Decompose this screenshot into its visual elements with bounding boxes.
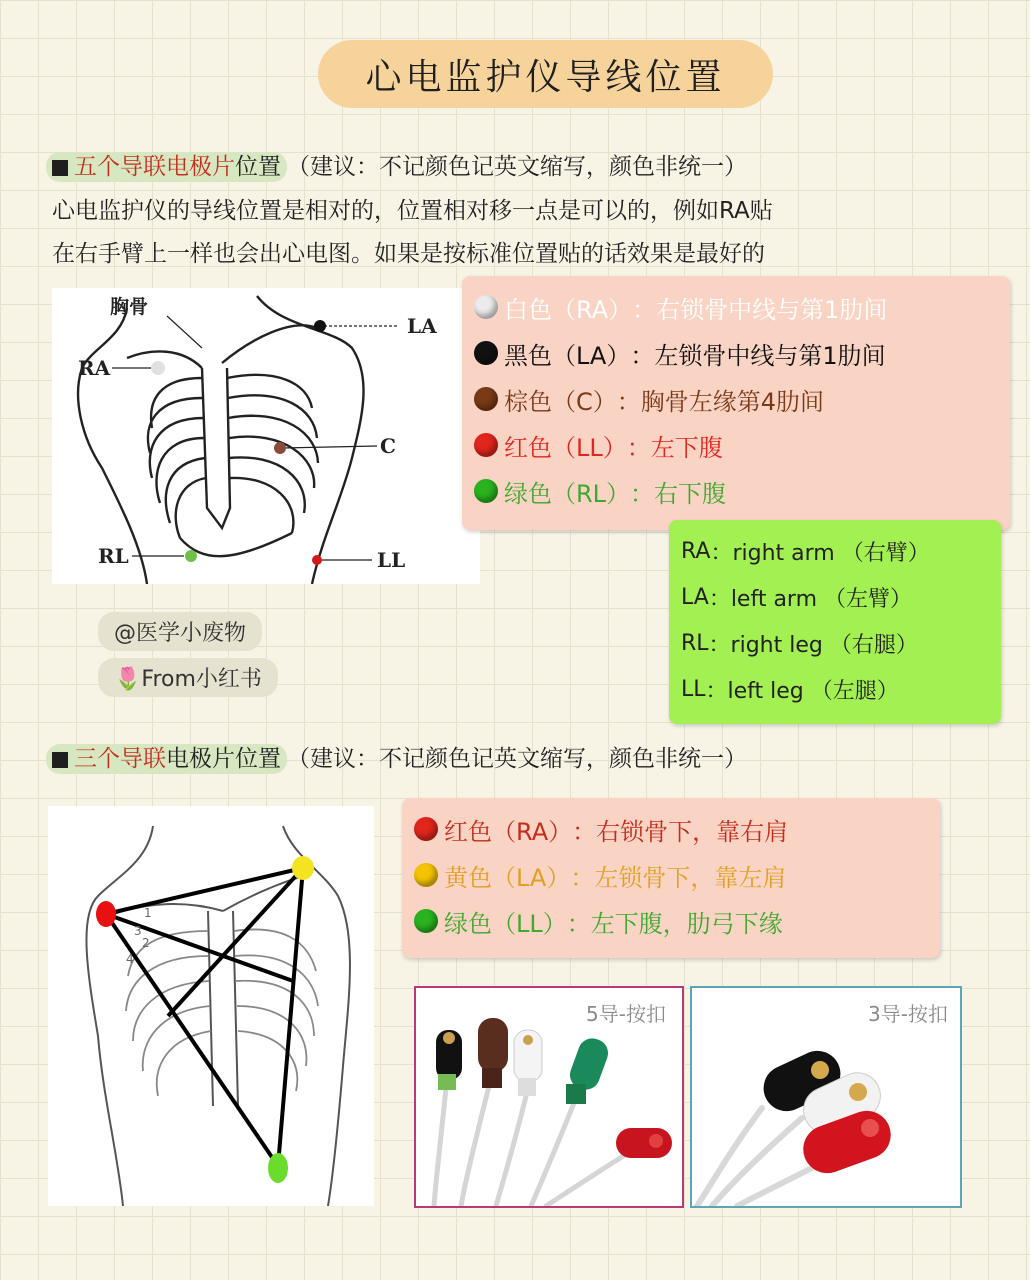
la-label: LA	[407, 314, 437, 338]
brown-dot-icon	[474, 387, 498, 411]
ll-electrode-dot	[312, 555, 322, 565]
abbr-rl: RL	[681, 630, 709, 656]
section1-heading-highlight: 五个导联电极片	[74, 154, 235, 180]
five-lead-chest-diagram	[52, 288, 480, 584]
three-lead-yellow-abbr: （LA）	[492, 863, 571, 892]
author-tag: @医学小废物	[98, 612, 262, 651]
abbr-la-desc: ：left arm （左臂）	[708, 586, 913, 612]
lead-red-color: 红色	[504, 433, 552, 462]
lead-green-color: 绿色	[504, 479, 552, 508]
lead-green-abbr: （RL）	[552, 479, 631, 508]
three-lead-red-abbr: （RA）	[492, 817, 573, 846]
red-dot-icon	[414, 817, 438, 841]
section1-heading-highlight-wrap	[46, 152, 287, 182]
section2-heading-rest: 电极片位置	[166, 746, 281, 772]
three-lead-red-desc: ：右锁骨下，靠右肩	[572, 817, 789, 846]
lead-brown-desc: ：胸骨左缘第4肋间	[616, 387, 825, 416]
three-leads-legend	[402, 798, 940, 958]
green-dot-icon	[474, 479, 498, 503]
lead-red-abbr: （LL）	[552, 433, 627, 462]
lead-white-color: 白色	[504, 295, 552, 324]
lead-red-desc: ：左下腹	[626, 433, 723, 462]
square-bullet-icon	[52, 160, 68, 176]
ra-electrode-dot	[151, 361, 165, 375]
section1-paragraph-line1: 心电监护仪的导线位置是相对的，位置相对移一点是可以的，例如RA贴	[52, 198, 773, 224]
square-bullet-icon	[52, 752, 68, 768]
three-lead-red-color: 红色	[444, 817, 492, 846]
rib-label-3: 3	[134, 924, 142, 938]
section1-paragraph	[52, 190, 773, 276]
rl-label: RL	[98, 544, 129, 568]
three-lead-row-green	[414, 898, 928, 944]
rib-label-1: 1	[144, 906, 152, 920]
abbr-ra: RA	[681, 538, 711, 564]
abbr-ll-desc: ：left leg （左腿）	[705, 678, 899, 704]
three-lead-yellow-color: 黄色	[444, 863, 492, 892]
black-dot-icon	[474, 341, 498, 365]
lead-brown-color: 棕色	[504, 387, 552, 416]
ra-red-electrode	[96, 901, 116, 927]
abbr-row-ra	[681, 528, 989, 574]
rib-label-4: 4	[126, 952, 134, 966]
lead-row-red	[474, 422, 998, 468]
abbr-row-rl	[681, 620, 989, 666]
section1-heading	[46, 148, 747, 181]
three-lead-row-red	[414, 806, 928, 852]
ra-label: RA	[78, 356, 111, 380]
sternum-label: 胸骨	[110, 296, 149, 318]
three-lead-yellow-desc: ：左锁骨下，靠左肩	[570, 863, 787, 892]
source-tag	[98, 658, 278, 697]
section2-heading-highlight: 三个导联	[74, 746, 166, 772]
three-lead-green-abbr: （LL）	[492, 909, 567, 938]
tulip-icon: 🌷	[114, 667, 142, 692]
yellow-dot-icon	[414, 863, 438, 887]
three-lead-row-yellow	[414, 852, 928, 898]
lead-green-desc: ：右下腹	[630, 479, 727, 508]
red-dot-icon	[474, 433, 498, 457]
three-lead-green-color: 绿色	[444, 909, 492, 938]
c-label: C	[380, 434, 396, 458]
abbr-rl-desc: ：right leg （右腿）	[708, 632, 918, 658]
abbr-la: LA	[681, 584, 709, 610]
abbreviation-legend	[669, 520, 1001, 724]
lead-row-brown	[474, 376, 998, 422]
lead-black-abbr: （LA）	[552, 341, 631, 370]
five-lead-photo-label: 5导-按扣	[586, 1002, 666, 1026]
abbr-row-ll	[681, 666, 989, 712]
abbr-ra-desc: ：right arm （右臂）	[710, 540, 930, 566]
page-title: 心电监护仪导线位置	[318, 40, 773, 108]
section1-heading-rest: 位置	[235, 154, 281, 180]
lead-brown-abbr: （C）	[552, 387, 617, 416]
ll-label: LL	[377, 548, 406, 572]
section1-heading-note: （建议：不记颜色记英文缩写，颜色非统一）	[287, 154, 747, 180]
white-dot-icon	[474, 295, 498, 319]
c-electrode-dot	[274, 442, 286, 454]
source-tag-text: From小红书	[141, 667, 262, 692]
section2-heading-highlight-wrap	[46, 744, 287, 774]
section2-heading-note: （建议：不记颜色记英文缩写，颜色非统一）	[287, 746, 747, 772]
three-lead-triangle-illustration	[48, 806, 374, 1206]
abbr-ll: LL	[681, 676, 706, 702]
section1-paragraph-line2: 在右手臂上一样也会出心电图。如果是按标准位置贴的话效果是最好的	[52, 241, 765, 267]
three-lead-green-desc: ：左下腹，肋弓下缘	[566, 909, 783, 938]
lead-row-black	[474, 330, 998, 376]
ll-green-electrode	[268, 1153, 288, 1183]
lead-black-color: 黑色	[504, 341, 552, 370]
lead-black-desc: ：左锁骨中线与第1肋间	[630, 341, 886, 370]
three-lead-snap-photo	[690, 986, 962, 1208]
section2-heading	[46, 740, 747, 773]
rl-electrode-dot	[185, 550, 197, 562]
three-lead-chest-diagram	[48, 806, 374, 1206]
lead-white-abbr: （RA）	[552, 295, 633, 324]
five-lead-snap-photo	[414, 986, 684, 1208]
green-dot-icon	[414, 909, 438, 933]
la-electrode-dot	[314, 320, 326, 332]
three-lead-photo-label: 3导-按扣	[868, 1002, 948, 1026]
lead-row-green	[474, 468, 998, 514]
five-leads-legend	[462, 276, 1010, 530]
lead-row-white	[474, 284, 998, 330]
la-yellow-electrode	[292, 856, 314, 880]
rib-label-2: 2	[142, 936, 150, 950]
abbr-row-la	[681, 574, 989, 620]
lead-white-desc: ：右锁骨中线与第1肋间	[632, 295, 888, 324]
